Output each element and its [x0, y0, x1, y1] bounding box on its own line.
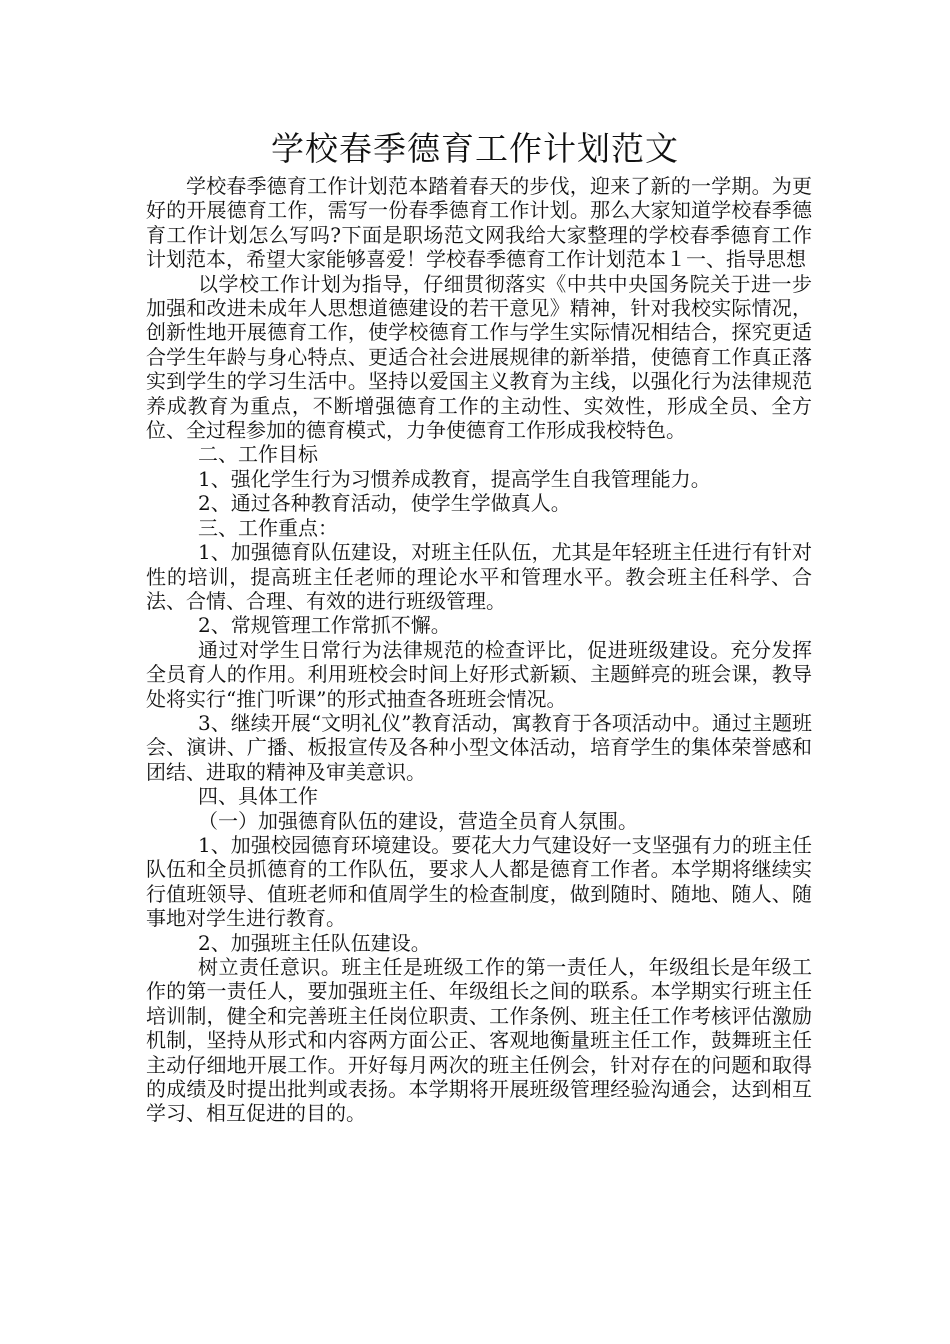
heading-specific-work: 四、具体工作 — [198, 784, 318, 809]
subheading-team-building: （一）加强德育队伍的建设，营造全员育人氛围。 — [198, 808, 638, 833]
list-item-focus-2: 2、常规管理工作常抓不懈。 — [198, 613, 451, 638]
heading-work-goals: 二、工作目标 — [198, 442, 318, 467]
paragraph-intro: 学校春季德育工作计划范本踏着春天的步伐，迎来了新的一学期。为更好的开展德育工作，需写一份春季德育工作计划。那么大家知道学校春季德育工作计划怎么写吗?下面是职场范文网我给大家整理的学校春季德育工作计划范本，希望大家能够喜爱！学校春季德育工作计划范本１一、指导思想 — [146, 174, 812, 272]
list-item-environment: 1、加强校园德育环境建设。要花大力气建设好一支坚强有力的班主任队伍和全员抓德育的工作队伍，要求人人都是德育工作者。本学期将继续实行值班领导、值班老师和值周学生的检查制度，做到随时、随地、随人、随事地对学生进行教育。 — [146, 832, 812, 931]
list-item-head-teacher-team: 2、加强班主任队伍建设。 — [198, 930, 431, 955]
list-item-focus-1: 1、加强德育队伍建设，对班主任队伍，尤其是年轻班主任进行有针对性的培训，提高班主任老师的理论水平和管理水平。教会班主任科学、合法、合情、合理、有效的进行班级管理。 — [146, 540, 812, 613]
document-title: 学校春季德育工作计划范文 — [271, 129, 679, 168]
document-body — [146, 174, 812, 1126]
paragraph-routine-management: 通过对学生日常行为法律规范的检查评比，促进班级建设。充分发挥全员育人的作用。利用班校会时间上好形式新颖、主题鲜亮的班会课，教导处将实行“推门听课”的形式抽查各班班会情况。 — [146, 637, 812, 711]
list-item-focus-3: 3、继续开展“文明礼仪”教育活动，寓教育于各项活动中。通过主题班会、演讲、广播、板报宣传及各种小型文体活动，培育学生的集体荣誉感和团结、进取的精神及审美意识。 — [146, 710, 812, 784]
heading-work-focus: 三、工作重点： — [198, 515, 338, 540]
list-item-goal-1: 1、强化学生行为习惯养成教育，提高学生自我管理能力。 — [198, 466, 711, 491]
paragraph-responsibility: 树立责任意识。班主任是班级工作的第一责任人，年级组长是年级工作的第一责任人，要加强班主任、年级组长之间的联系。本学期实行班主任培训制，健全和完善班主任岗位职责、工作条例、班主任工作考核评估激励机制，坚持从形式和内容两方面公正、客观地衡量班主任工作，鼓舞班主任主动仔细地开展工作。开好每月两次的班主任例会，针对存在的问题和取得的成绩及时提出批判或表扬。本学期将开展班级管理经验沟通会，达到相互学习、相互促进的目的。 — [146, 955, 812, 1126]
paragraph-guiding-thought: 以学校工作计划为指导，仔细贯彻落实《中共中央国务院关于进一步加强和改进未成年人思想道德建设的若干意见》精神，针对我校实际情况，创新性地开展德育工作，使学校德育工作与学生实际情况相结合，探究更适合学生年龄与身心特点、更适合社会进展规律的新举措，使德育工作真正落实到学生的学习生活中。坚持以爱国主义教育为主线，以强化行为法律规范养成教育为重点，不断增强德育工作的主动性、实效性，形成全员、全方位、全过程参加的德育模式，力争使德育工作形成我校特色。 — [146, 271, 812, 443]
list-item-goal-2: 2、通过各种教育活动，使学生学做真人。 — [198, 491, 571, 516]
